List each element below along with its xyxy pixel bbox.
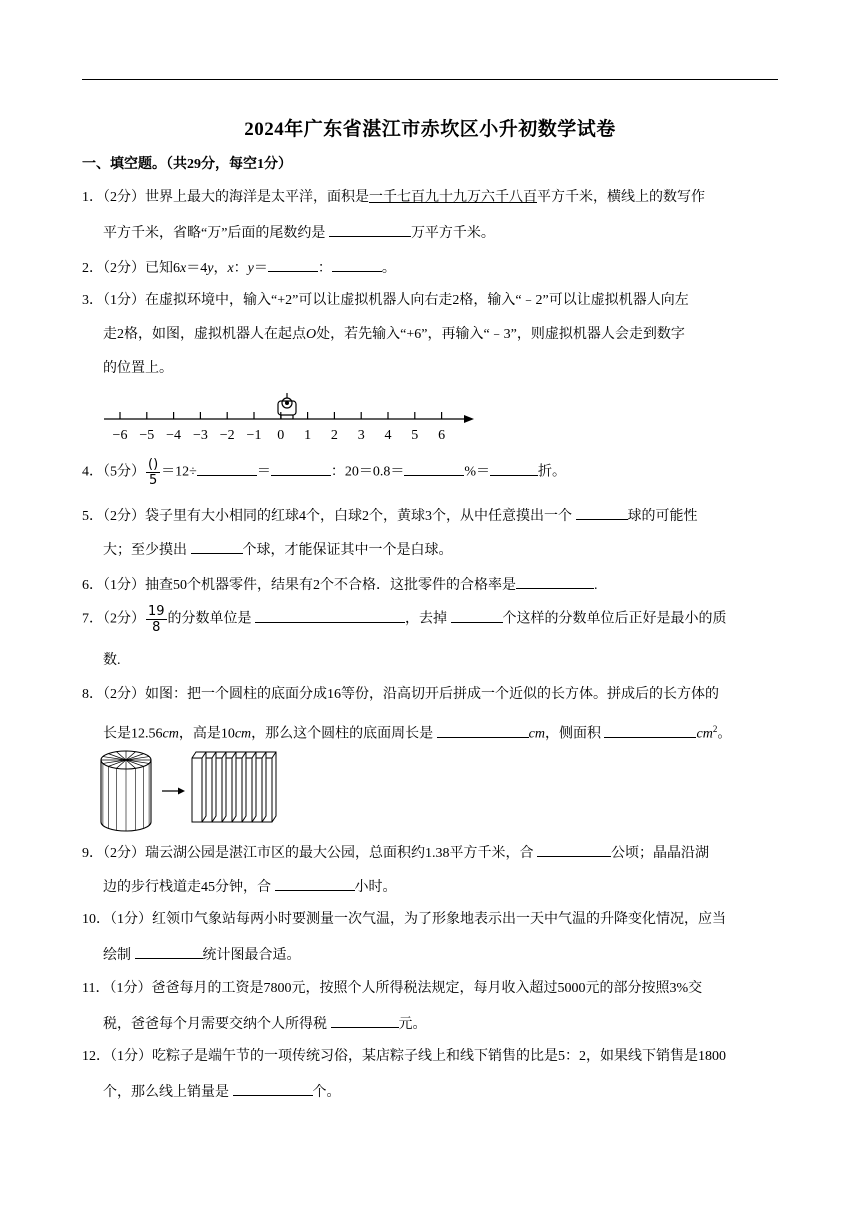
cylinder-to-cuboid-figure: [96, 744, 292, 836]
answer-blank[interactable]: [451, 608, 503, 623]
answer-blank[interactable]: [331, 1013, 399, 1028]
number-line-label: −5: [139, 428, 155, 443]
question-11-line-1: 11．（1分）爸爸每月的工资是7800元，按照个人所得税法规定，每月收入超过5000元的部分按照3%交: [82, 981, 703, 996]
number-line-label: 1: [304, 428, 312, 443]
answer-blank[interactable]: [516, 574, 594, 589]
question-1-line-2: 平方千米，省略“万”后面的尾数约是 万平方千米。: [103, 222, 495, 244]
underlined-number-words: 一千七百九十九万六千八百: [369, 190, 537, 205]
answer-blank[interactable]: [576, 505, 628, 520]
question-12-line-2: 个，那么线上销量是 个。: [103, 1081, 341, 1103]
question-10-line-1: 10．（1分）红领巾气象站每两小时要测量一次气温，为了形象地表示出一天中气温的升降变化情况，应当: [82, 912, 726, 927]
question-5-line-1: 5．（2分）袋子里有大小相同的红球4个，白球2个，黄球3个，从中任意摸出一个 球的可能性: [82, 505, 698, 527]
number-line-label: −1: [246, 428, 262, 443]
answer-blank[interactable]: [490, 461, 538, 476]
answer-blank[interactable]: [537, 842, 611, 857]
answer-blank[interactable]: [191, 539, 243, 554]
number-line-label: 6: [438, 428, 446, 443]
answer-blank[interactable]: [233, 1081, 313, 1096]
number-line-label: 0: [277, 428, 285, 443]
sector-line: [108, 754, 126, 760]
answer-blank[interactable]: [604, 723, 696, 738]
page-title: 2024年广东省湛江市赤坎区小升初数学试卷: [244, 119, 616, 140]
question-11-line-2: 税，爸爸每个月需要交纳个人所得税 元。: [103, 1013, 427, 1035]
question-3-line-3: 的位置上。: [103, 361, 173, 376]
header-rule: [82, 79, 778, 80]
answer-blank[interactable]: [135, 944, 203, 959]
question-6: 6．（1分）抽查50个机器零件，结果有2个不合格．这批零件的合格率是 .: [82, 574, 598, 596]
question-1-line-1: 1．（2分）世界上最大的海洋是太平洋，面积是一千七百九十九万六千八百平方千米，横线上的数写作: [82, 190, 705, 205]
answer-blank[interactable]: [329, 222, 411, 237]
question-12-line-1: 12．（1分）吃粽子是端午节的一项传统习俗，某店粽子线上和线下销售的比是5：2，如果线下销售是1800: [82, 1049, 726, 1064]
answer-blank[interactable]: [332, 257, 382, 272]
number-line-label: 5: [411, 428, 419, 443]
question-3-line-1: 3．（1分）在虚拟环境中，输入“+2”可以让虚拟机器人向右走2格，输入“﹣2”可以让虚拟机器人向左: [82, 293, 689, 308]
question-7-line-2: 数.: [103, 653, 121, 668]
transform-arrow-icon: [162, 788, 185, 795]
cuboid-slice: [192, 752, 206, 822]
answer-blank[interactable]: [404, 461, 464, 476]
number-line-figure: [100, 392, 480, 448]
question-9-line-1: 9．（2分）瑞云湖公园是湛江市区的最大公园，总面积约1.38平方千米，合 公顷；晶晶沿湖: [82, 842, 709, 864]
arrow-head-icon: [464, 415, 474, 423]
answer-blank[interactable]: [437, 723, 529, 738]
number-line-label: 4: [384, 428, 392, 443]
section-heading: 一、填空题。（共29分，每空1分）: [82, 157, 292, 172]
question-5-line-2: 大；至少摸出 个球，才能保证其中一个是白球。: [103, 539, 453, 561]
question-2: 2．（2分）已知6x＝4y，x：y＝ ： 。: [82, 257, 396, 279]
number-line-label: −2: [219, 428, 235, 443]
number-line-label: −6: [112, 428, 128, 443]
sector-line: [126, 760, 144, 766]
question-3-line-2: 走2格，如图，虚拟机器人在起点O处，若先输入“+6”，再输入“﹣3”，则虚拟机器人会走到数字: [103, 327, 685, 342]
answer-blank[interactable]: [268, 257, 318, 272]
number-line-label: −4: [166, 428, 182, 443]
sector-line: [126, 754, 144, 760]
cylinder-icon: [101, 751, 151, 831]
robot-icon: [278, 393, 296, 419]
fraction: $\frac{()}{5}$: [148, 457, 159, 488]
answer-blank[interactable]: [255, 608, 405, 623]
question-4: 4．（5分） $\frac{()}{5}$ ＝12÷ ＝ ：20＝0.8＝ %＝ 折。: [82, 457, 567, 488]
question-10-line-2: 绘制 统计图最合适。: [103, 944, 301, 966]
question-9-line-2: 边的步行栈道走45分钟，合 小时。: [103, 876, 397, 898]
question-8-line-1: 8．（2分）如图：把一个圆柱的底面分成16等份，沿高切开后拼成一个近似的长方体。拼成后的长方体的: [82, 687, 719, 702]
number-line-label: 2: [330, 428, 338, 443]
answer-blank[interactable]: [275, 876, 355, 891]
question-8-line-2: 长是12.56cm，高是10cm，那么这个圆柱的底面周长是 cm，侧面积 $cm^2$。: [103, 724, 732, 742]
cuboid-icon: [192, 752, 276, 822]
answer-blank[interactable]: [271, 461, 331, 476]
number-line-label: −3: [192, 428, 208, 443]
question-7-line-1: 7．（2分） $\frac{19}{8}$ 的分数单位是 ，去掉 个这样的分数单位后正好是最小的质: [82, 604, 727, 635]
fraction: $\frac{19}{8}$: [148, 604, 165, 635]
number-line-label: 3: [357, 428, 365, 443]
answer-blank[interactable]: [197, 461, 257, 476]
sector-line: [108, 760, 126, 766]
